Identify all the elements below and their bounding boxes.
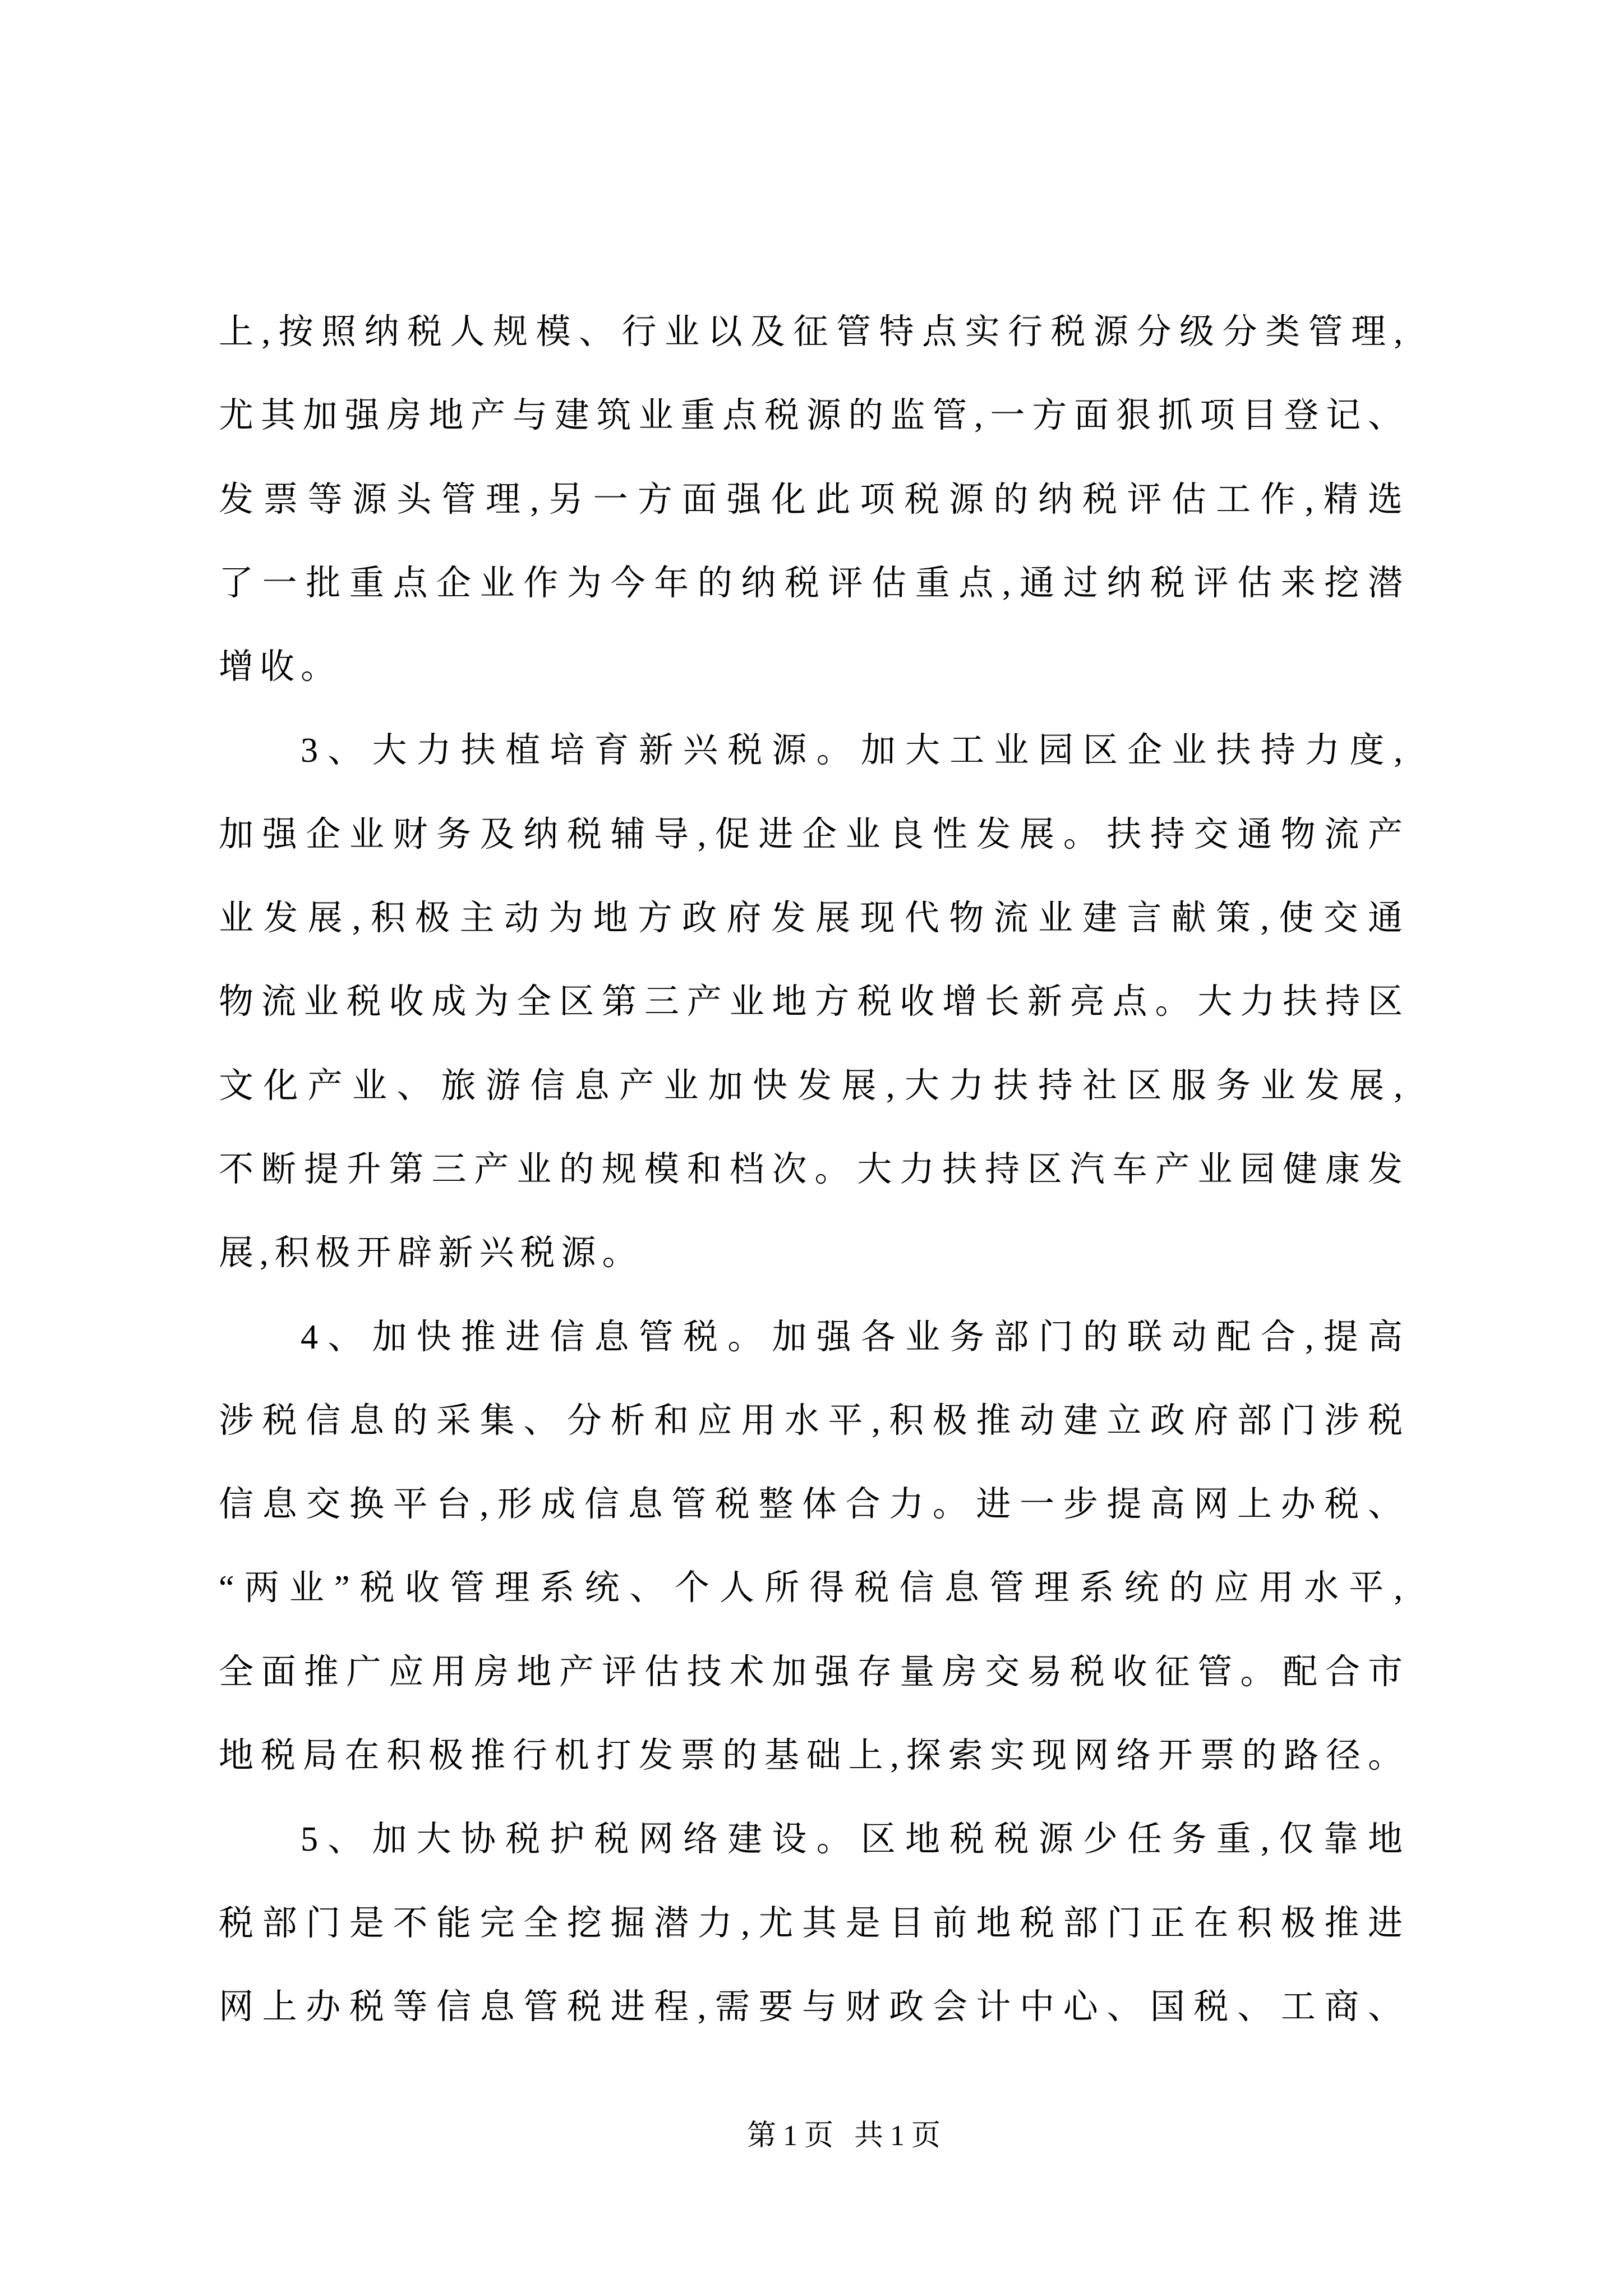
text-line: 4、加快推进信息管税。加强各业务部门的联动配合,提高: [301, 1318, 1409, 1356]
text-line: 税部门是不能完全挖掘潜力,尤其是目前地税部门正在积极推进: [219, 1904, 1409, 1943]
text-line: 上,按照纳税人规模、行业以及征管特点实行税源分级分类管理,: [219, 313, 1409, 351]
text-line: 网上办税等信息管税进程,需要与财政会计中心、国税、工商、: [219, 1987, 1409, 2026]
document-body: [219, 291, 1409, 2049]
text-line: 文化产业、旅游信息产业加快发展,大力扶持社区服务业发展,: [219, 1066, 1409, 1105]
text-line: 地税局在积极推行机打发票的基础上,探索实现网络开票的路径。: [219, 1737, 1409, 1775]
text-line: 全面推广应用房地产评估技术加强存量房交易税收征管。配合市: [219, 1653, 1409, 1691]
text-line: 增收。: [219, 648, 342, 687]
text-line: 业发展,积极主动为地方政府发展现代物流业建言献策,使交通: [219, 899, 1409, 938]
text-line: 5、加大协税护税网络建设。区地税税源少任务重,仅靠地: [301, 1820, 1409, 1859]
text-line: 了一批重点企业作为今年的纳税评估重点,通过纳税评估来挖潜: [219, 564, 1409, 602]
text-line: 加强企业财务及纳税辅导,促进企业良性发展。扶持交通物流产: [219, 815, 1409, 854]
page-footer: 第1页 共1页: [747, 2120, 948, 2152]
text-line: “两业”税收管理系统、个人所得税信息管理系统的应用水平,: [219, 1569, 1409, 1608]
text-line: 涉税信息的采集、分析和应用水平,积极推动建立政府部门涉税: [219, 1401, 1409, 1440]
text-line: 物流业税收成为全区第三产业地方税收增长新亮点。大力扶持区: [219, 983, 1409, 1022]
text-line: 发票等源头管理,另一方面强化此项税源的纳税评估工作,精选: [219, 480, 1409, 519]
text-line: 尤其加强房地产与建筑业重点税源的监管,一方面狠抓项目登记、: [219, 397, 1409, 435]
text-line: 展,积极开辟新兴税源。: [219, 1234, 643, 1273]
text-line: 不断提升第三产业的规模和档次。大力扶持区汽车产业园健康发: [219, 1150, 1409, 1189]
text-line: 信息交换平台,形成信息管税整体合力。进一步提高网上办税、: [219, 1485, 1409, 1524]
text-line: 3、大力扶植培育新兴税源。加大工业园区企业扶持力度,: [301, 731, 1409, 770]
